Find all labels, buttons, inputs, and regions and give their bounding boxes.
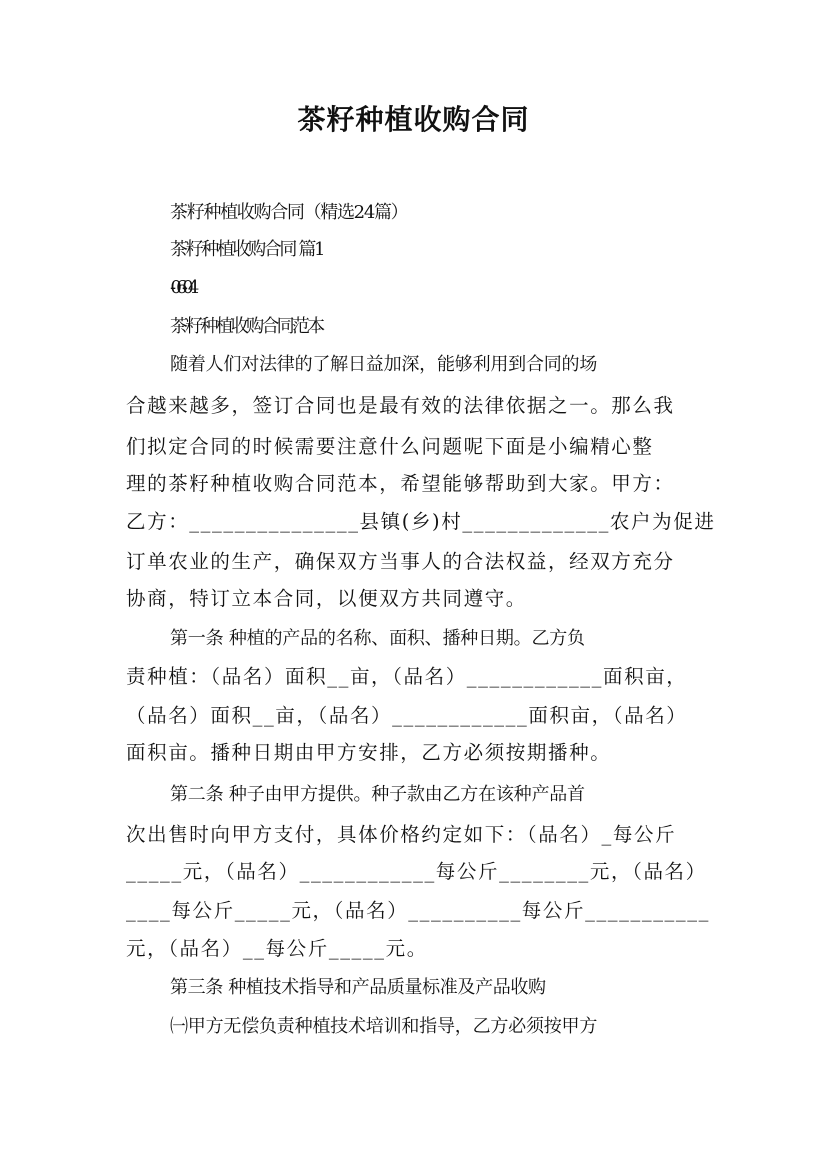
section-heading: 茶籽种植收购合同 篇1 [170,239,324,260]
clause-line: ㈠甲方无偿负责种植技术培训和指导，乙方必须按甲方 [170,1016,598,1037]
clause-line: 责种植：（品名）面积__亩，（品名）____________面积亩， [126,665,688,688]
clause-line: （品名）面积__亩，（品名）____________面积亩，（品名） [126,704,688,727]
section-heading: 茶籽种植收购合同范本 [170,316,323,337]
clause-line: _____元，（品名）____________每公斤________元，（品名） [126,860,707,883]
document-title: 茶籽种植收购合同 [297,103,530,136]
date-line: -06-04 [170,277,194,298]
clause-line: 面积亩。播种日期由甲方安排，乙方必须按期播种。 [126,741,612,764]
clause-line: 第三条 种植技术指导和产品质量标准及产品收购 [170,977,546,998]
paragraph-line: 订单农业的生产，确保双方当事人的合法权益，经双方充分 [126,550,675,573]
paragraph-line: 乙方：_______________县镇(乡)村_____________农户为促进 [126,510,716,533]
paragraph-line: 随着人们对法律的了解日益加深，能够利用到合同的场 [170,354,598,375]
paragraph-line: 理的茶籽种植收购合同范本，希望能够帮助到大家。甲方： [126,472,675,495]
clause-line: ____每公斤_____元，（品名）__________每公斤___________ [126,899,710,922]
paragraph-line: 合越来越多，签订合同也是最有效的法律依据之一。那么我 [126,394,675,417]
clause-line: 元，（品名）__每公斤_____元。 [126,937,428,960]
subtitle-line: 茶籽种植收购合同（精选24篇） [170,202,408,223]
clause-line: 第一条 种植的产品的名称、面积、播种日期。乙方负 [170,628,585,649]
clause-line: 次出售时向甲方支付，具体价格约定如下：（品名）_每公斤 [126,823,677,846]
paragraph-line: 们拟定合同的时候需要注意什么问题呢下面是小编精心整 [126,435,654,458]
paragraph-line: 协商，特订立本合同，以便双方共同遵守。 [126,587,527,610]
clause-line: 第二条 种子由甲方提供。种子款由乙方在该种产品首 [170,784,585,805]
